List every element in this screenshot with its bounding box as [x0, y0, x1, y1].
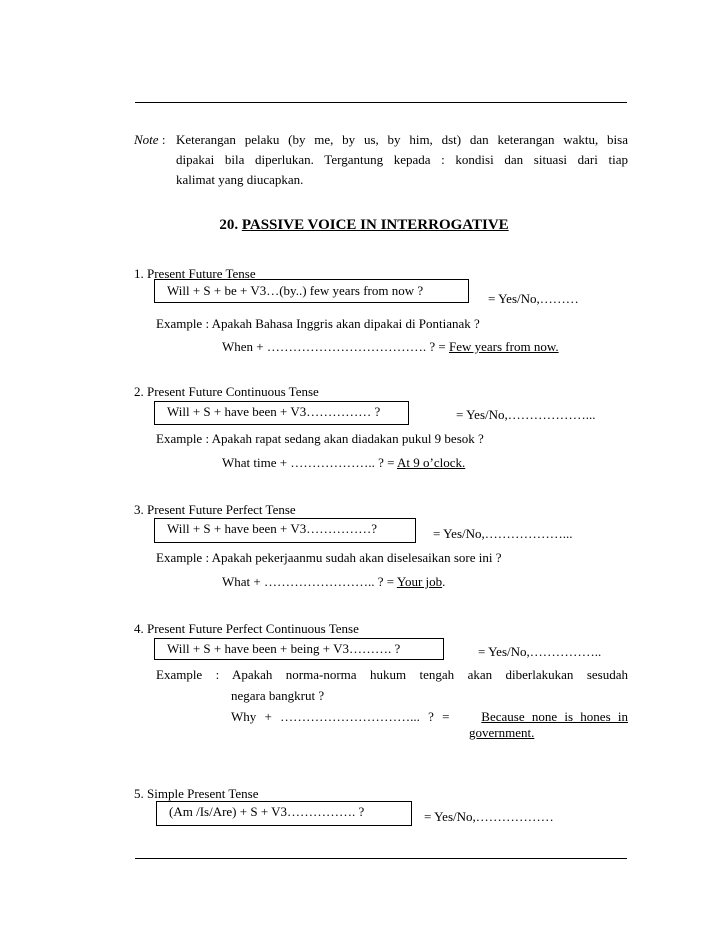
- section-4-example-line-2: negara bangkrut ?: [231, 688, 325, 703]
- section-1-answer: = Yes/No,………: [488, 291, 579, 306]
- section-1-question: When + ………………………………. ? = Few years from now.: [222, 339, 559, 354]
- section-2-heading: 2. Present Future Continuous Tense: [134, 384, 319, 399]
- section-4-question: Why + …………………………... ? = Because none is hones in: [231, 709, 628, 724]
- section-1-question-answer: Few years from now.: [448, 339, 559, 354]
- section-4-heading: 4. Present Future Perfect Continuous Tense: [134, 621, 359, 636]
- note-line-2: dipakai bila diperlukan. Tergantung kepada : kondisi dan situasi dari tiap: [176, 152, 628, 167]
- section-3-formula: Will + S + have been + V3……………?: [167, 521, 378, 536]
- section-4-example-line-1: Example : Apakah norma-norma hukum tengah akan diberlakukan sesudah: [156, 667, 628, 682]
- section-4-question-answer-line-1: Because none is hones in: [481, 709, 628, 724]
- section-5-heading: 5. Simple Present Tense: [134, 786, 259, 801]
- section-1-formula: Will + S + be + V3…(by..) few years from now ?: [167, 283, 424, 298]
- section-3-formula-box: [154, 518, 416, 543]
- section-2-example: Example : Apakah rapat sedang akan diadakan pukul 9 besok ?: [156, 431, 484, 446]
- section-title: [0, 217, 728, 234]
- section-1-example: Example : Apakah Bahasa Inggris akan dipakai di Pontianak ?: [156, 316, 480, 331]
- section-5-formula: (Am /Is/Are) + S + V3……………. ?: [169, 804, 365, 819]
- top-rule: [135, 102, 627, 103]
- section-5-formula-box: [156, 801, 412, 826]
- section-2-formula-box: [154, 401, 409, 425]
- section-3-example: Example : Apakah pekerjaanmu sudah akan diselesaikan sore ini ?: [156, 550, 502, 565]
- section-2-question-answer: At 9 o’clock.: [396, 455, 466, 470]
- section-3-heading: 3. Present Future Perfect Tense: [134, 502, 296, 517]
- section-4-formula: Will + S + have been + being + V3………. ?: [167, 641, 401, 656]
- title-number: 20.: [219, 217, 239, 233]
- bottom-rule: [135, 858, 627, 859]
- section-2-question: What time + ……………….. ? = At 9 o’clock.: [222, 455, 466, 470]
- section-4-question-answer-line-2: government.: [469, 725, 535, 740]
- title-text: PASSIVE VOICE IN INTERROGATIVE: [241, 217, 509, 233]
- section-4-answer: = Yes/No,……………..: [478, 644, 602, 659]
- section-3-question: What + …………………….. ? = Your job.: [222, 574, 446, 589]
- section-4-formula-box: [154, 638, 444, 660]
- section-5-answer: = Yes/No,………………: [424, 809, 554, 824]
- section-2-formula: Will + S + have been + V3…………… ?: [167, 404, 381, 419]
- section-1-formula-box: [154, 279, 469, 303]
- note-line-1: Keterangan pelaku (by me, by us, by him, dst) dan keterangan waktu, bisa: [176, 132, 628, 147]
- section-2-answer: = Yes/No,………………...: [456, 407, 596, 422]
- note-line-3: kalimat yang diucapkan.: [176, 172, 304, 187]
- section-3-question-answer: Your job: [396, 574, 443, 589]
- note-block: [134, 130, 628, 190]
- section-3-answer: = Yes/No,………………...: [433, 526, 573, 541]
- section-1-heading: 1. Present Future Tense: [134, 266, 256, 281]
- note-label: Note :: [134, 132, 166, 147]
